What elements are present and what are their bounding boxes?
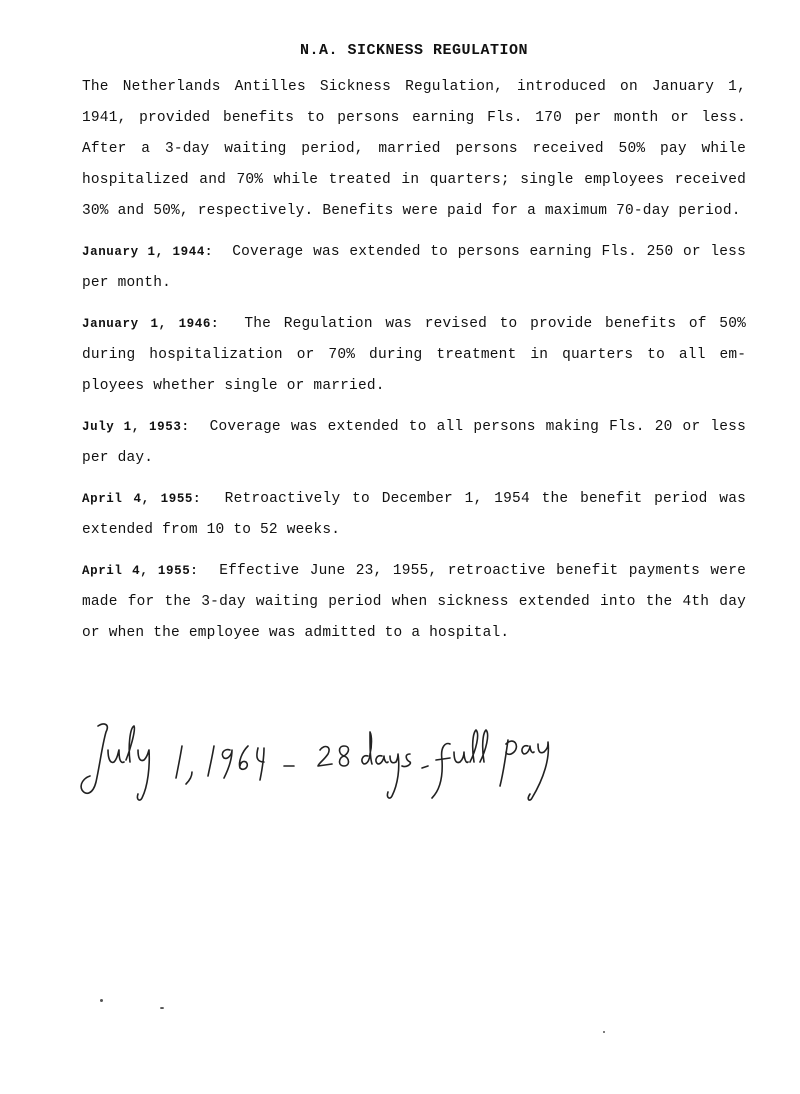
scan-speck — [160, 1007, 164, 1009]
entry-date: April 4, 1955: — [82, 492, 202, 506]
entry-text: Retroactively to December 1, 1954 the benefit period was extended from 10 to 52 weeks. — [82, 491, 747, 538]
scan-speck — [603, 1031, 605, 1033]
entry-text: Coverage was extended to persons earning Fls. 250 or less per month. — [82, 244, 746, 291]
document-title: N.A. SICKNESS REGULATION — [299, 42, 529, 59]
entry-paragraph — [82, 309, 746, 402]
entry-date: April 4, 1955: — [82, 564, 199, 578]
entry-paragraph — [82, 412, 746, 474]
document-page — [82, 38, 746, 659]
entry-text: Coverage was extended to all persons making Fls. 20 or less per day. — [82, 419, 746, 466]
entry-text: The Regulation was revised to provide benefits of 50% during hospitalization or 70% during treatment in quarters to all employees whether single or married. — [82, 316, 747, 394]
entry-paragraph — [82, 484, 746, 546]
entry-paragraph — [82, 237, 746, 299]
entry-date: January 1, 1944: — [82, 245, 214, 259]
entry-text: Effective June 23, 1955, retroactive benefit payments were made for the 3-day waiting period when sickness extended into the 4th day or when the employee was admitted to a hospital. — [82, 563, 746, 641]
entry-date: July 1, 1953: — [82, 420, 190, 434]
handwritten-note — [60, 706, 580, 806]
intro-paragraph: The Netherlands Antilles Sickness Regulation, introduced on January 1, 1941, provided benefits to persons earning Fls. 170 per month or less. After a 3-day waiting period, married persons received 50% pay while hospitalized and 70% while treated in quarters; single employees received 30% and 50%, respectively. Benefits were paid for a maximum 70-day period. — [82, 79, 746, 219]
entry-paragraph — [82, 556, 746, 649]
entry-date: January 1, 1946: — [82, 317, 220, 331]
scan-speck — [100, 999, 103, 1002]
